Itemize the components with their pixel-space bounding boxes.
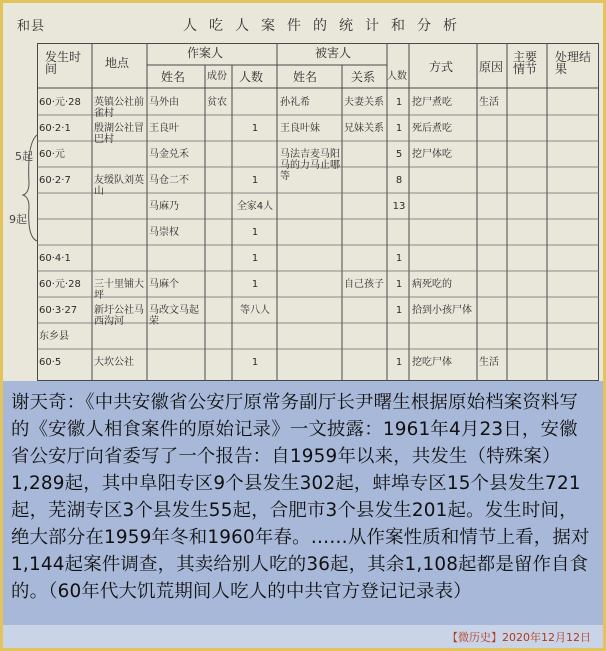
side-label-2: 9起 [9,213,27,226]
table-cell-class: 贫农 [207,97,227,108]
archival-document-photo [3,3,603,381]
header-time: 发生时间 [45,50,82,76]
table-cell-pcount: 1 [251,357,259,368]
table-cell-victim: 马法吉麦马阳马的力马止哪等 [280,149,340,182]
table-cell-time: 60·元·28 [39,97,81,108]
table-cell-place: 友缓队刘英山 [94,175,144,197]
table-cell-perp: 马外由 [149,97,179,108]
case-table [37,43,599,381]
header-victim: 被害人 [315,46,352,60]
table-cell-perp: 马金兑禾 [149,149,189,160]
table-grid-lines [37,43,599,381]
table-cell-perp: 马崇权 [149,227,179,238]
table-cell-time: 60·5 [39,357,62,368]
table-cell-time: 60·2·7 [39,175,71,186]
table-cell-vcount: 1 [395,123,403,134]
table-cell-time: 东乡县 [39,331,69,342]
footer-source-date: 【微历史】2020年12月12日 [447,631,591,644]
table-cell-perp: 马仓二不 [149,175,189,186]
table-cell-victim: 王良叶妹 [280,123,320,134]
table-cell-place: 殷湖公社冒巴村 [94,123,144,145]
table-cell-relation: 兄妹关系 [344,123,384,134]
table-cell-cause: 生活 [479,357,499,368]
table-cell-vcount: 13 [392,201,406,212]
table-cell-time: 60·元 [39,149,65,160]
header-plot: 主要情节 [513,50,538,76]
table-cell-vcount: 1 [395,253,403,264]
county-label: 和县 [17,19,46,34]
table-cell-pcount: 1 [251,279,259,290]
table-cell-time: 60·4·1 [39,253,71,264]
table-cell-cause: 生活 [479,97,499,108]
table-cell-perp: 王良叶 [149,123,179,134]
table-cell-perp: 马麻乃 [149,201,179,212]
table-cell-victim: 孙礼希 [280,97,310,108]
header-place: 地点 [105,56,130,70]
table-cell-pcount: 1 [251,227,259,238]
table-cell-vcount: 5 [395,149,403,160]
table-cell-vcount: 1 [395,97,403,108]
header-class: 成份 [207,71,227,82]
table-cell-relation: 夫妻关系 [344,97,384,108]
header-perpetrator: 作案人 [187,46,224,60]
table-cell-place: 三十里铺大坪 [94,279,144,301]
table-cell-place: 英镇公社前雀村 [94,97,144,119]
side-label-1: 5起 [15,150,33,163]
table-cell-pcount: 1 [251,253,259,264]
table-cell-perp: 马麻个 [149,279,179,290]
table-cell-vcount: 1 [395,279,403,290]
table-cell-vcount: 8 [395,175,403,186]
header-victim-count: 人数 [387,71,407,82]
document-title: 人吃人案件的统计和分析 [183,18,469,34]
table-cell-time: 60·元·28 [39,279,81,290]
table-cell-time: 60·3·27 [39,305,78,316]
table-cell-place: 大坎公社 [94,357,134,368]
header-perp-name: 姓名 [161,70,186,84]
table-cell-pcount: 等八人 [240,305,270,316]
caption-text: 谢天奇：《中共安徽省公安厅原常务副厅长尹曙生根据原始档案资料写的《安徽人相食案件的原始记录》一文披露：1961年4月23日，安徽省公安厅向省委写了一个报告：自1959年以来，共发生（特殊案）1,289起，其中阜阳专区9个县发生302起，蚌埠专区15个县发生721起，芜湖专区3个县发生55起，合肥市3个县发生201起。发生时间，绝大部分在1959年冬和1960年春。……从作案性质和情节上看，据对1,144起案件调查，其卖给别人吃的36起，其余1,108起都是留作自食的。（60年代大饥荒期间人吃人的中共官方登记记录表） [11,392,590,602]
table-cell-method: 病死吃的 [412,279,452,290]
header-perp-count: 人数 [239,70,264,84]
table-cell-method: 拾到小孩尸体 [412,305,472,316]
header-victim-name: 姓名 [293,70,318,84]
table-cell-pcount: 全家4人 [236,201,274,212]
caption-panel [3,381,603,625]
table-cell-vcount: 1 [395,357,403,368]
table-cell-method: 挖吃尸体 [412,357,452,368]
table-cell-pcount: 1 [251,123,259,134]
table-cell-pcount: 1 [251,175,259,186]
table-cell-time: 60·2·1 [39,123,71,134]
header-cause: 原因 [479,60,504,74]
footer-bar [3,625,603,648]
header-result: 处理结果 [555,50,592,76]
table-cell-method: 挖尸煮吃 [412,97,452,108]
table-cell-method: 挖尸体吃 [412,149,452,160]
table-cell-perp: 马改文马起荣 [149,305,199,327]
table-cell-place: 新圩公社马西沟河 [94,305,144,327]
table-cell-vcount: 1 [395,305,403,316]
header-method: 方式 [429,60,454,74]
header-relation: 关系 [351,70,376,84]
table-cell-method: 死后煮吃 [412,123,452,134]
table-cell-relation: 自己孩子 [344,279,384,290]
